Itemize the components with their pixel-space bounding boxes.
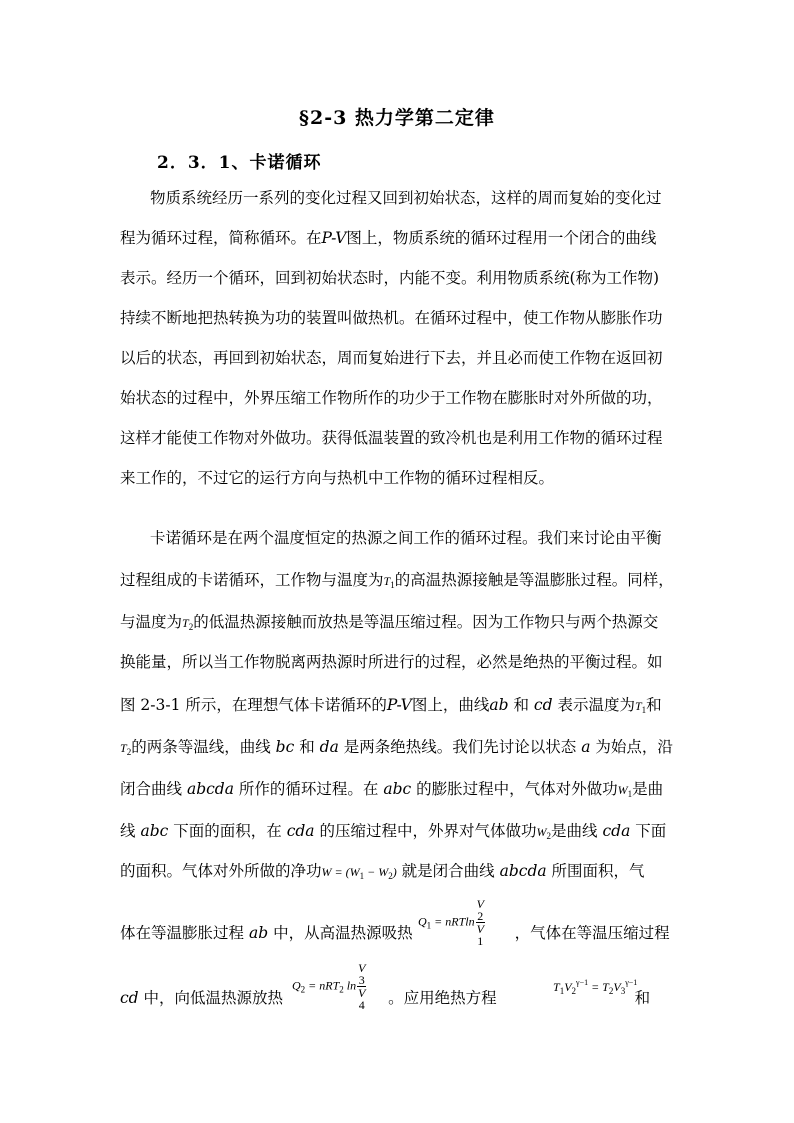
q2-fraction: V 3 V 4 <box>358 961 366 1012</box>
adiabatic-equation: $T_1V_2^{\gamma-1} = T_2V_3^{\gamma-1}$ <box>553 978 638 996</box>
text-span: 就是闭合曲线 <box>401 862 495 880</box>
pv-label: P-V <box>386 696 412 714</box>
text-span: 图 2-3-1 所示，在理想气体卡诺循环的 <box>120 696 387 714</box>
para1-line4: 持续不断地把热转换为功的装置叫做热机。在循环过程中，使工作物从膨胀作功 <box>120 309 663 327</box>
text-span: 表示温度为 <box>557 696 635 714</box>
para2-line11 <box>120 988 680 1008</box>
text-span: 体在等温膨胀过程 <box>120 924 245 942</box>
q2-equation: $Q_2 = nRT_2$ ln V 3 V 4 <box>292 961 366 1012</box>
var-cda: cda <box>602 822 631 840</box>
w1-symbol: $W_1$ <box>617 783 633 799</box>
t1-symbol: $T_1$ <box>634 699 647 715</box>
section-heading: 2．3．1、卡诺循环 <box>157 153 322 173</box>
text-span: 所围面积，气 <box>551 862 645 880</box>
page-title: §2-3 热力学第二定律 <box>299 107 495 129</box>
var-cd: cd <box>120 989 139 1007</box>
text-span: 程为循环过程，简称循环。在 <box>120 229 322 247</box>
text-span: ，气体在等温压缩过程 <box>514 924 670 942</box>
q1-equation: $Q_1 = nRTln$ V 2 V 1 <box>418 897 484 948</box>
t2-symbol: $T_2$ <box>120 741 132 757</box>
text-span: 的膨胀过程中，气体对外做功 <box>416 780 618 798</box>
para1-line7: 这样才能使工作物对外做功。获得低温装置的致冷机也是利用工作物的循环过程 <box>120 429 663 447</box>
var-abc: abc <box>140 822 169 840</box>
text-span: 闭合曲线 <box>120 780 183 798</box>
var-ab: ab <box>248 924 269 942</box>
para1-line8: 来工作的，不过它的运行方向与热机中工作物的循环过程相反。 <box>120 469 555 487</box>
text-span: 是曲 <box>632 780 664 798</box>
var-abcda: abcda <box>499 862 547 880</box>
text-span: 的低温热源接触而放热是等温压缩过程。因为工作物只与两个热源交 <box>193 613 659 631</box>
text-span: 的高温热源接触是等温膨胀过程。同样， <box>394 571 674 589</box>
text-span: 下面 <box>635 822 667 840</box>
net-work-equation: $W = (W_1 - W_2)$ <box>321 865 397 881</box>
text-span: 的两条等温线，曲线 <box>131 738 271 756</box>
text-span: 下面的面积，在 <box>173 822 282 840</box>
para2-line5 <box>120 695 680 720</box>
para1-line5: 以后的状态，再回到初始状态，周而复始进行下去，并且必而使工作物在返回初 <box>120 349 663 367</box>
var-bc: bc <box>275 738 295 756</box>
text-span: 和 <box>634 989 651 1007</box>
text-span: 为始点，沿 <box>595 738 673 756</box>
para2-line6 <box>120 737 680 762</box>
text-span: 图上，曲线 <box>411 696 490 714</box>
text-span: 的面积。气体对外所做的净功 <box>120 862 322 880</box>
var-abc: abc <box>383 780 412 798</box>
para1-line1: 物质系统经历一系列的变化过程又回到初始状态，这样的周而复始的变化过 <box>150 189 662 207</box>
var-a: a <box>581 738 591 756</box>
pv-label: P-V <box>321 229 347 247</box>
text-span: 是两条绝热线。我们先讨论以状态 <box>343 738 577 756</box>
text-span: 中，从高温热源吸热 <box>273 924 413 942</box>
para2-line2 <box>120 570 680 595</box>
para2-line3 <box>120 612 680 637</box>
text-span: 和 <box>646 696 662 714</box>
text-span: 。应用绝热方程 <box>388 989 497 1007</box>
para2-line10 <box>120 923 680 943</box>
text-span: 和 <box>513 696 529 714</box>
w2-symbol: $W_2$ <box>536 825 552 841</box>
para2-line7 <box>120 779 680 804</box>
var-ab: ab <box>489 696 509 714</box>
q1-fraction: V 2 V 1 <box>476 897 484 948</box>
var-da: da <box>319 738 339 756</box>
para1-line3: 表示。经历一个循环，回到初始状态时，内能不变。利用物质系统(称为工作物) <box>120 269 660 287</box>
para2-line1: 卡诺循环是在两个温度恒定的热源之间工作的循环过程。我们来讨论由平衡 <box>150 529 662 547</box>
para1-line2 <box>120 228 680 248</box>
para1-line6: 始状态的过程中，外界压缩工作物所作的功少于工作物在膨胀时对外所做的功， <box>120 389 663 407</box>
text-span: 所作的循环过程。在 <box>238 780 379 798</box>
para2-line9 <box>120 861 680 886</box>
para2-line8 <box>120 821 680 846</box>
text-span: 和 <box>299 738 315 756</box>
var-abcda: abcda <box>186 780 234 798</box>
text-span: 图上，物质系统的循环过程用一个闭合的曲线 <box>346 229 657 247</box>
var-cd: cd <box>533 696 553 714</box>
text-span: 是曲线 <box>551 822 598 840</box>
text-span: 过程组成的卡诺循环，工作物与温度为 <box>120 571 384 589</box>
var-cda: cda <box>286 822 315 840</box>
text-span: 与温度为 <box>120 613 183 631</box>
text-span: 中，向低温热源放热 <box>143 989 284 1007</box>
text-span: 线 <box>120 822 136 840</box>
t1-symbol: $T_1$ <box>383 574 395 590</box>
t2-symbol: $T_2$ <box>182 616 194 632</box>
text-span: 的压缩过程中，外界对气体做功 <box>319 822 537 840</box>
para2-line4: 换能量，所以当工作物脱离两热源时所进行的过程，必然是绝热的平衡过程。如 <box>120 653 663 671</box>
